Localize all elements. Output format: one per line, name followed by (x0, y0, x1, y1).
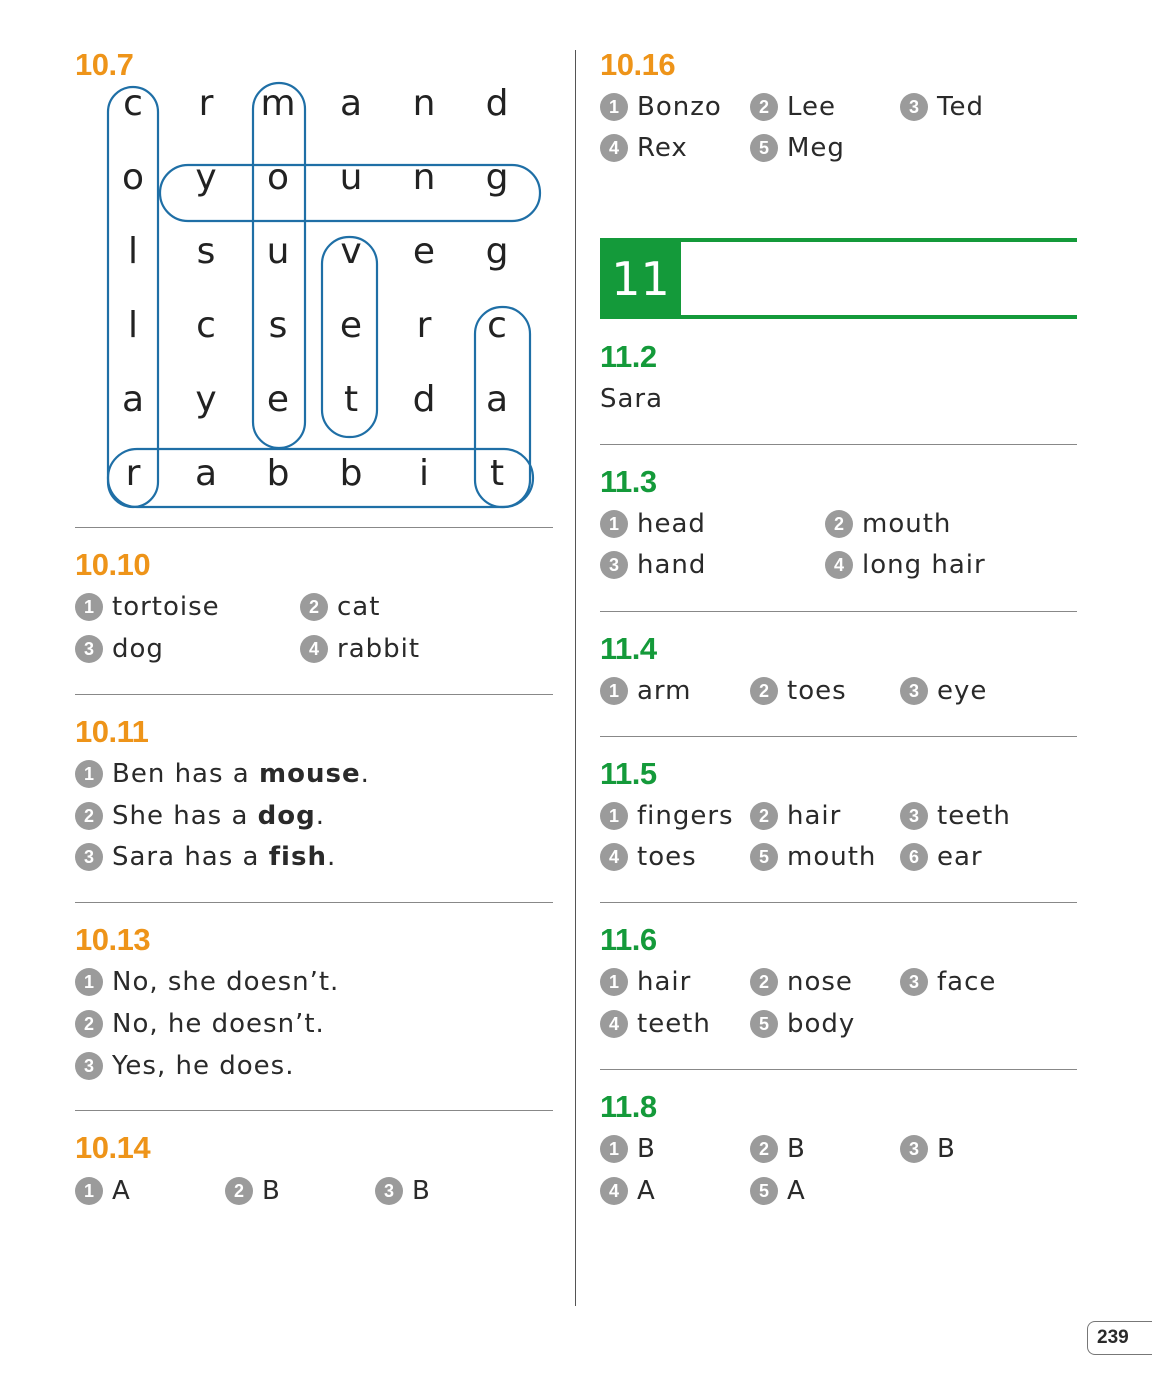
rule-11-3 (600, 611, 1077, 612)
answer-text: long hair (862, 550, 986, 580)
answer-11-3-3 (600, 550, 706, 580)
answer-11-5-5 (750, 842, 876, 872)
number-badge: 5 (750, 843, 778, 871)
answer-10-14-1 (75, 1176, 131, 1206)
word-search-circles (75, 75, 545, 515)
number-badge: 3 (75, 843, 103, 871)
answer-text: dog (112, 634, 164, 664)
answer-text: Bonzo (637, 92, 722, 122)
answer-text: hand (637, 550, 707, 580)
heading-11-6: 11.6 (600, 922, 657, 957)
answer-text: toes (637, 842, 697, 872)
column-divider (575, 50, 576, 1306)
grid-letter: c (123, 83, 143, 124)
grid-letter: a (121, 379, 145, 420)
number-badge: 1 (75, 593, 103, 621)
answer-text: B (412, 1176, 431, 1206)
answer-10-11-1 (75, 759, 370, 789)
answer-11-3-4 (825, 550, 986, 580)
number-badge: 1 (600, 677, 628, 705)
grid-letter: l (127, 305, 138, 346)
word-search-grid (75, 75, 545, 515)
grid-letter: u (266, 231, 290, 272)
heading-11-8: 11.8 (600, 1089, 657, 1124)
answer-text: Rex (637, 133, 688, 163)
answer-11-2 (600, 384, 663, 414)
answer-11-6-5 (750, 1009, 855, 1039)
answer-11-8-1 (600, 1134, 656, 1164)
answer-text: toes (787, 676, 847, 706)
answer-11-8-2 (750, 1134, 806, 1164)
answer-text: She has a dog. (112, 801, 326, 831)
number-badge: 3 (900, 968, 928, 996)
answer-10-16-3 (900, 92, 984, 122)
grid-letter: o (121, 157, 145, 198)
chapter-number: 11 (600, 238, 681, 319)
grid-letter: a (485, 379, 509, 420)
rule-11-2 (600, 444, 1077, 445)
answer-10-13-1 (75, 967, 339, 997)
answer-text: A (787, 1176, 806, 1206)
answer-text: Lee (787, 92, 837, 122)
number-badge: 1 (75, 968, 103, 996)
heading-10-13: 10.13 (75, 922, 151, 957)
answer-text: fingers (637, 801, 734, 831)
answer-text: mouth (862, 509, 952, 539)
answer-11-4-2 (750, 676, 847, 706)
answer-text: B (637, 1134, 656, 1164)
number-badge: 2 (750, 1135, 778, 1163)
grid-letter: t (489, 453, 505, 494)
answer-text: Ted (937, 92, 984, 122)
answer-text: ear (937, 842, 983, 872)
answer-10-14-2 (225, 1176, 281, 1206)
number-badge: 5 (750, 134, 778, 162)
answer-text: Ben has a mouse. (112, 759, 370, 789)
grid-letter: a (194, 453, 218, 494)
answer-text: Meg (787, 133, 845, 163)
number-badge: 3 (900, 1135, 928, 1163)
number-badge: 2 (225, 1177, 253, 1205)
answer-10-10-3 (75, 634, 164, 664)
answer-11-5-3 (900, 801, 1011, 831)
answer-11-5-4 (600, 842, 697, 872)
heading-11-3: 11.3 (600, 464, 657, 499)
answer-text: Yes, he does. (112, 1051, 295, 1081)
number-badge: 5 (750, 1177, 778, 1205)
number-badge: 3 (600, 551, 628, 579)
answer-10-10-1 (75, 592, 220, 622)
number-badge: 3 (375, 1177, 403, 1205)
chapter-banner (600, 238, 1077, 320)
number-badge: 1 (600, 510, 628, 538)
answer-text: No, he doesn’t. (112, 1009, 325, 1039)
heading-10-7: 10.7 (75, 47, 134, 82)
rule-10-10 (75, 694, 553, 695)
answer-10-11-2 (75, 801, 325, 831)
grid-letter: b (339, 453, 363, 494)
grid-letter: e (266, 379, 290, 420)
answer-11-6-2 (750, 967, 853, 997)
answer-11-6-4 (600, 1009, 711, 1039)
number-badge: 4 (600, 843, 628, 871)
grid-letter: d (412, 379, 436, 420)
answer-text: nose (787, 967, 853, 997)
grid-letter: g (485, 157, 509, 198)
grid-letter: e (339, 305, 363, 346)
number-badge: 2 (825, 510, 853, 538)
grid-letter: s (196, 231, 216, 272)
answer-text: A (637, 1176, 656, 1206)
answer-10-13-3 (75, 1051, 294, 1081)
number-badge: 1 (600, 1135, 628, 1163)
number-badge: 4 (600, 134, 628, 162)
heading-11-5: 11.5 (600, 756, 657, 791)
number-badge: 3 (900, 677, 928, 705)
grid-letter: a (339, 83, 363, 124)
answer-text: cat (337, 592, 381, 622)
grid-letter: y (195, 157, 217, 198)
number-badge: 1 (75, 1177, 103, 1205)
rule-10-11 (75, 902, 553, 903)
answer-11-8-4 (600, 1176, 656, 1206)
number-badge: 3 (75, 1052, 103, 1080)
answer-text: head (637, 509, 706, 539)
grid-letter: m (260, 83, 296, 124)
number-badge: 2 (750, 802, 778, 830)
number-badge: 1 (75, 760, 103, 788)
rule-11-5 (600, 902, 1077, 903)
answer-text: mouth (787, 842, 877, 872)
answer-text: B (787, 1134, 806, 1164)
answer-text: teeth (937, 801, 1011, 831)
circle-collar (108, 87, 158, 507)
answer-11-3-1 (600, 509, 706, 539)
grid-letter: y (195, 379, 217, 420)
grid-letter: t (343, 379, 359, 420)
answer-11-5-2 (750, 801, 841, 831)
grid-letter: r (198, 83, 214, 124)
answer-11-4-1 (600, 676, 692, 706)
answer-text: Sara (600, 384, 664, 414)
answer-10-16-5 (750, 133, 845, 163)
grid-letter: c (196, 305, 216, 346)
answer-10-16-2 (750, 92, 836, 122)
grid-letter: s (268, 305, 288, 346)
number-badge: 4 (600, 1010, 628, 1038)
answer-10-14-3 (375, 1176, 431, 1206)
answer-text: B (937, 1134, 956, 1164)
answer-11-3-2 (825, 509, 951, 539)
number-badge: 2 (75, 802, 103, 830)
answer-text: rabbit (337, 634, 421, 664)
number-badge: 3 (75, 635, 103, 663)
answer-text: eye (937, 676, 988, 706)
answer-text: B (262, 1176, 281, 1206)
answer-11-6-1 (600, 967, 691, 997)
number-badge: 4 (825, 551, 853, 579)
number-badge: 3 (900, 802, 928, 830)
answer-10-10-4 (300, 634, 420, 664)
number-badge: 2 (750, 677, 778, 705)
page-number: 239 (1087, 1321, 1152, 1355)
number-badge: 1 (600, 802, 628, 830)
answer-text: face (937, 967, 997, 997)
number-badge: 4 (600, 1177, 628, 1205)
heading-10-16: 10.16 (600, 47, 676, 82)
heading-10-11: 10.11 (75, 714, 149, 749)
grid-letter: o (266, 157, 290, 198)
answer-11-5-1 (600, 801, 734, 831)
answer-text: Sara has a fish. (112, 842, 337, 872)
rule-10-13 (75, 1110, 553, 1111)
grid-letter: b (266, 453, 290, 494)
number-badge: 4 (300, 635, 328, 663)
grid-letter: e (412, 231, 436, 272)
grid-letter: n (412, 157, 436, 198)
grid-letter: r (125, 453, 141, 494)
grid-letter: c (487, 305, 507, 346)
heading-11-4: 11.4 (600, 631, 657, 666)
grid-letter: l (127, 231, 138, 272)
heading-10-10: 10.10 (75, 547, 151, 582)
number-badge: 6 (900, 843, 928, 871)
number-badge: 1 (600, 968, 628, 996)
grid-letter: n (412, 83, 436, 124)
grid-letter: d (485, 83, 509, 124)
answer-10-10-2 (300, 592, 380, 622)
answer-text: hair (637, 967, 692, 997)
number-badge: 2 (300, 593, 328, 621)
answer-11-8-3 (900, 1134, 956, 1164)
answer-11-6-3 (900, 967, 996, 997)
rule-10-7 (75, 527, 553, 528)
answer-11-5-6 (900, 842, 983, 872)
grid-letter: g (485, 231, 509, 272)
number-badge: 5 (750, 1010, 778, 1038)
answer-10-16-4 (600, 133, 688, 163)
answer-text: hair (787, 801, 842, 831)
answer-text: A (112, 1176, 131, 1206)
number-badge: 2 (750, 968, 778, 996)
heading-11-2: 11.2 (600, 339, 657, 374)
answer-text: No, she doesn’t. (112, 967, 340, 997)
number-badge: 2 (750, 93, 778, 121)
answer-text: tortoise (112, 592, 220, 622)
number-badge: 3 (900, 93, 928, 121)
answer-11-4-3 (900, 676, 987, 706)
grid-letter: u (339, 157, 363, 198)
grid-letter: i (418, 453, 429, 494)
rule-11-4 (600, 736, 1077, 737)
number-badge: 1 (600, 93, 628, 121)
number-badge: 2 (75, 1010, 103, 1038)
heading-10-14: 10.14 (75, 1130, 151, 1165)
rule-11-6 (600, 1069, 1077, 1070)
answer-10-13-2 (75, 1009, 325, 1039)
grid-letter: v (340, 231, 362, 272)
answer-text: arm (637, 676, 692, 706)
answer-11-8-5 (750, 1176, 806, 1206)
answer-text: body (787, 1009, 856, 1039)
answer-text: teeth (637, 1009, 711, 1039)
grid-letter: r (416, 305, 432, 346)
answer-10-16-1 (600, 92, 722, 122)
circle-rabbit (108, 449, 533, 507)
answer-10-11-3 (75, 842, 336, 872)
